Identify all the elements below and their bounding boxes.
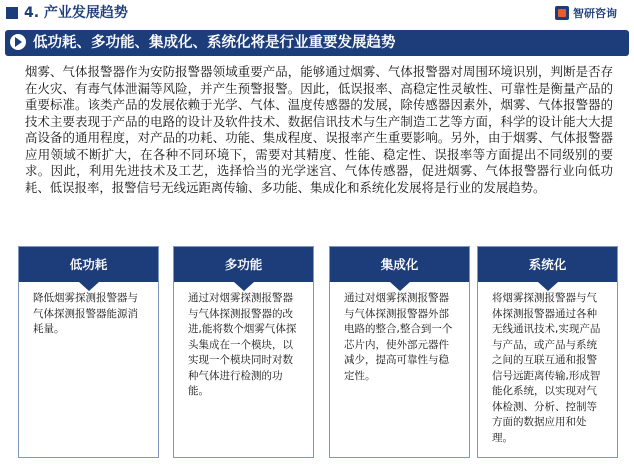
trend-card-title: 低功耗 <box>19 247 158 282</box>
logo-icon <box>555 6 569 20</box>
intro-paragraph: 烟雾、气体报警器作为安防报警器领域重要产品，能够通过烟雾、气体报警器对周围环境识别，判断是否存在火灾、有毒气体泄漏等风险，并产生预警报警。因此，低误报率、高稳定性灵敏性、可靠性是衡量产品的重要标准。该类产品的发展依赖于光学、气体、温度传感器的发展，除传感器因素外，烟雾、气体报警器的技术主要表现于产品的电路的设计及软件技术、数据信讯技术与生产制造工艺等方面，科学的设计能大大提高设备的通用程度，对产品的功耗、功能、集成程度、误报率产生重要影响。另外，由于烟雾、气体报警器应用领域不断扩大，在各种不同环境下，需要对其精度、性能、稳定性、误报率等方面提出不同级别的要求。因此，利用先进技术及工艺，选择恰当的光学迷宫、气体传感器，促进烟雾、气体报警器行业向低功耗、低误报率，报警信号无线远距离传输、多功能、集成化和系统化发展将是行业的发展趋势。 <box>25 64 613 195</box>
section-marker-icon <box>6 7 18 19</box>
trend-card-text: 通过对烟雾探测报警器与气体探测报警器外部电路的整合,整合到一个芯片内，使外部元器件减少，提高可靠性与稳定性。 <box>344 292 453 382</box>
brand-logo <box>555 4 617 22</box>
headline-text: 低功耗、多功能、集成化、系统化将是行业重要发展趋势 <box>33 35 396 51</box>
down-arrow-icon <box>234 282 254 291</box>
trend-card-title: 多功能 <box>174 247 313 282</box>
trend-card-text: 降低烟雾探测报警器与气体探测报警器能源消耗量。 <box>33 292 138 335</box>
down-arrow-icon <box>390 282 410 291</box>
trend-card-text: 将烟雾探测报警器与气体探测报警器通过各种无线通讯技术,实现产品与产品，或产品与系统之间的互联互通和报警信号远距离传输,形成智能化系统，以实现对气体检测、分析、控制等方面的数据应用和处理。 <box>492 292 601 444</box>
trend-card-integration <box>329 246 470 458</box>
trend-card-title: 集成化 <box>330 247 469 282</box>
logo-text: 智研咨询 <box>573 7 617 20</box>
top-bar <box>0 0 634 28</box>
down-arrow-icon <box>79 282 99 291</box>
headline-banner <box>5 30 629 56</box>
play-arrow-icon <box>10 34 26 50</box>
trend-card-multi-function <box>173 246 314 458</box>
section-title: 4. 产业发展趋势 <box>24 5 128 21</box>
trend-card-systematization <box>477 246 618 458</box>
down-arrow-icon <box>538 282 558 291</box>
trend-card-text: 通过对烟雾探测报警器与气体探测报警器的改进,能将数个烟雾气体探头集成在一个模块，以实现一个模块同时对数种气体进行检测的功能。 <box>188 292 297 397</box>
trend-card-title: 系统化 <box>478 247 617 282</box>
trend-card-low-power <box>18 246 159 458</box>
